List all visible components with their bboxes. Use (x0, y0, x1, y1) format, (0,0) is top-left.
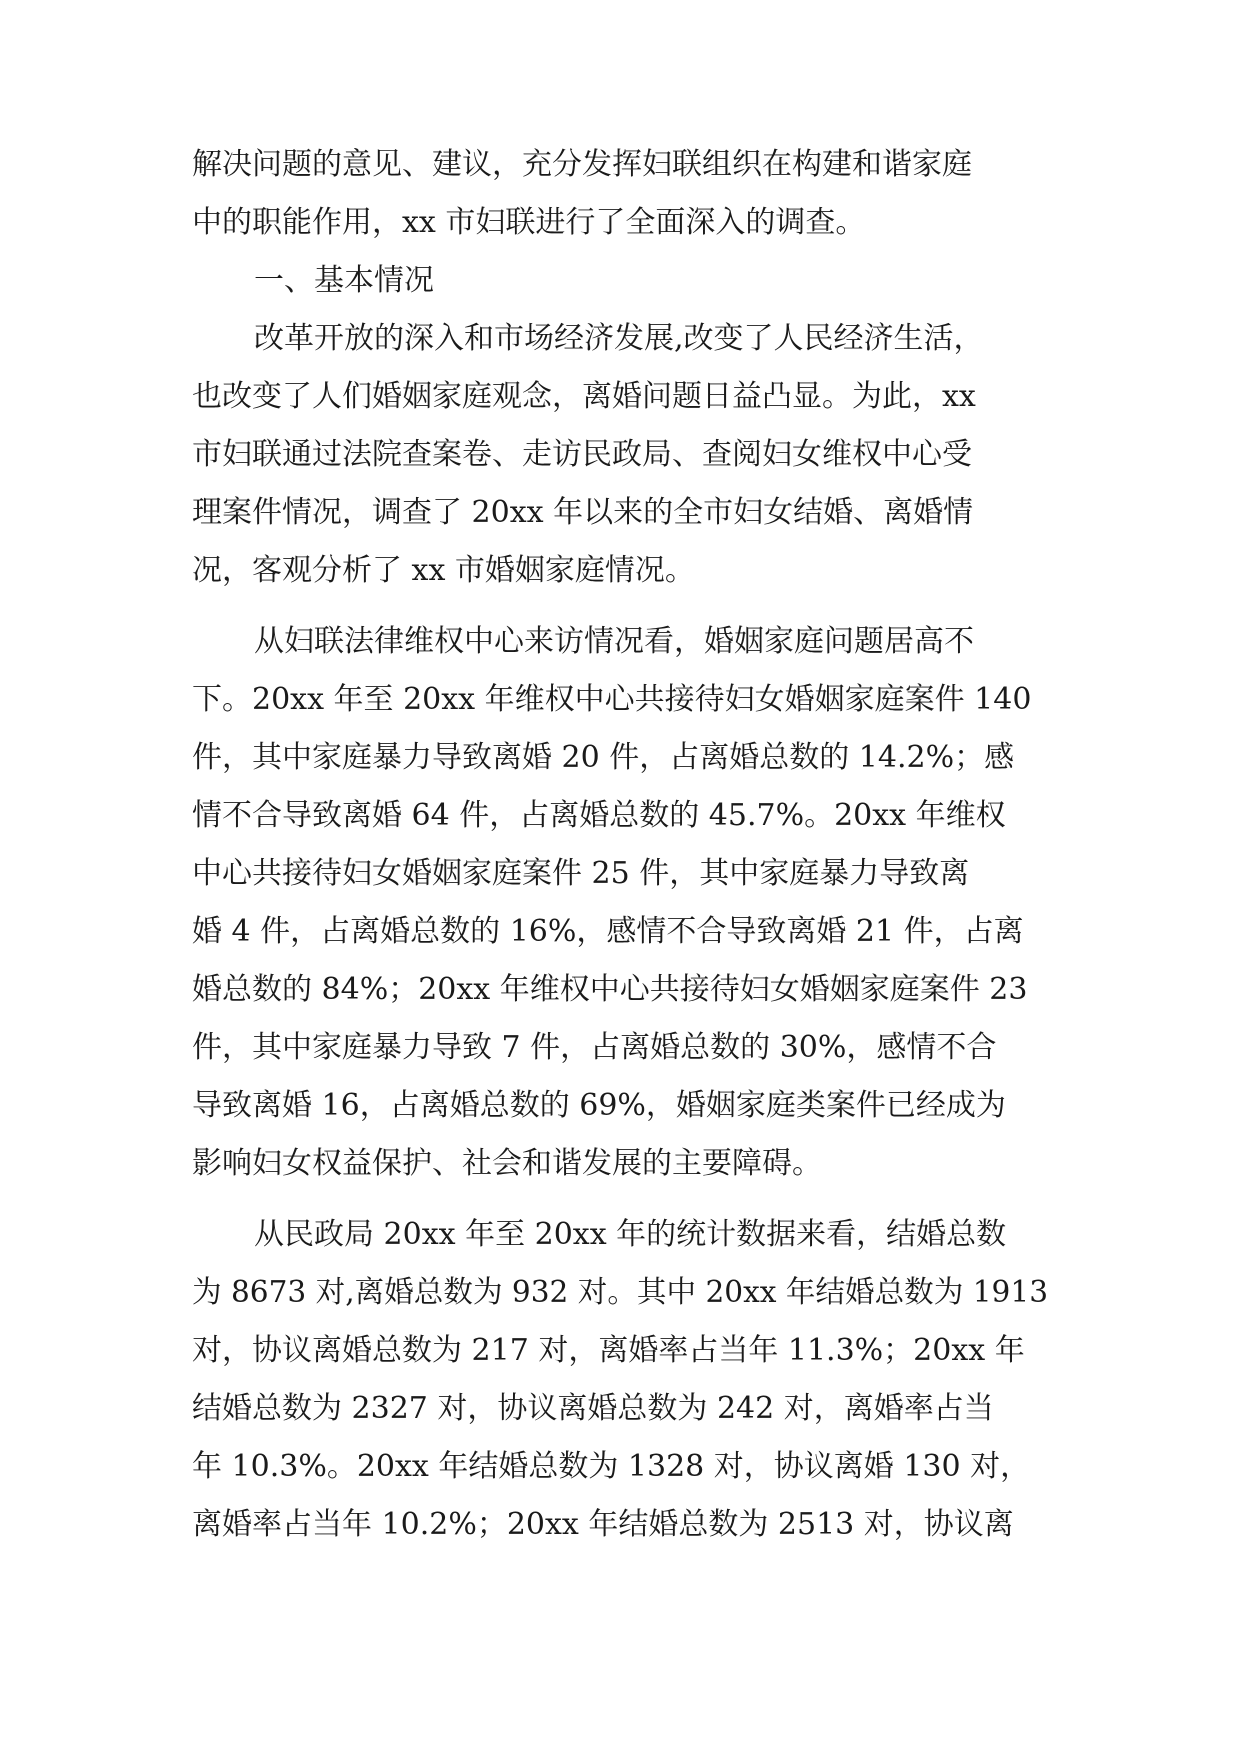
text-line (0, 613, 1241, 671)
text-line (0, 484, 1241, 542)
text-line (0, 903, 1241, 961)
text-line (0, 194, 1241, 252)
text-line-content: 为 8673 对,离婚总数为 932 对。其中 20xx 年结婚总数为 1913 (192, 1275, 1049, 1310)
text-line-content: 理案件情况，调查了 20xx 年以来的全市妇女结婚、离婚情 (192, 495, 974, 530)
text-line (0, 845, 1241, 903)
text-line-content: 婚 4 件，占离婚总数的 16%，感情不合导致离婚 21 件，占离 (192, 914, 1024, 949)
text-line-content: 情不合导致离婚 64 件，占离婚总数的 45.7%。20xx 年维权 (192, 798, 1006, 833)
text-line-content: 离婚率占当年 10.2%；20xx 年结婚总数为 2513 对，协议离 (192, 1507, 1014, 1542)
text-line-content: 结婚总数为 2327 对，协议离婚总数为 242 对，离婚率占当 (192, 1391, 994, 1426)
text-line (0, 671, 1241, 729)
text-line-content: 改革开放的深入和市场经济发展,改变了人民经济生活， (254, 321, 984, 356)
text-line-content: 导致离婚 16，占离婚总数的 69%，婚姻家庭类案件已经成为 (192, 1088, 1006, 1123)
text-line (0, 729, 1241, 787)
section-heading (0, 252, 1241, 310)
text-line (0, 542, 1241, 600)
text-line (0, 1322, 1241, 1380)
text-line-content: 件，其中家庭暴力导致 7 件，占离婚总数的 30%，感情不合 (192, 1030, 997, 1065)
text-line (0, 1496, 1241, 1554)
text-line-content: 影响妇女权益保护、社会和谐发展的主要障碍。 (192, 1146, 822, 1181)
text-line-content: 中心共接待妇女婚姻家庭案件 25 件，其中家庭暴力导致离 (192, 856, 970, 891)
text-line-content: 解决问题的意见、建议，充分发挥妇联组织在构建和谐家庭 (192, 147, 972, 182)
text-line (0, 368, 1241, 426)
text-line (0, 1135, 1241, 1193)
text-line (0, 961, 1241, 1019)
text-line (0, 136, 1241, 194)
text-line-content: 市妇联通过法院查案卷、走访民政局、查阅妇女维权中心受 (192, 437, 972, 472)
text-line-content: 婚总数的 84%；20xx 年维权中心共接待妇女婚姻家庭案件 23 (192, 972, 1028, 1007)
text-line (0, 1264, 1241, 1322)
text-line-content: 况，客观分析了 xx 市婚姻家庭情况。 (192, 553, 695, 588)
text-line (0, 1438, 1241, 1496)
text-line (0, 1206, 1241, 1264)
text-line-content: 件，其中家庭暴力导致离婚 20 件，占离婚总数的 14.2%；感 (192, 740, 1015, 775)
text-line-content: 也改变了人们婚姻家庭观念，离婚问题日益凸显。为此，xx (192, 379, 976, 414)
text-line (0, 787, 1241, 845)
text-line-content: 从妇联法律维权中心来访情况看，婚姻家庭问题居高不 (254, 624, 974, 659)
text-line-content: 中的职能作用，xx 市妇联进行了全面深入的调查。 (192, 205, 866, 240)
text-line (0, 1019, 1241, 1077)
section-heading-text: 一、基本情况 (254, 263, 434, 298)
text-line-content: 年 10.3%。20xx 年结婚总数为 1328 对，协议离婚 130 对， (192, 1449, 1031, 1484)
text-line-content: 从民政局 20xx 年至 20xx 年的统计数据来看，结婚总数 (254, 1217, 1007, 1252)
text-line-content: 对，协议离婚总数为 217 对，离婚率占当年 11.3%；20xx 年 (192, 1333, 1025, 1368)
text-line (0, 310, 1241, 368)
text-line (0, 426, 1241, 484)
text-line-content: 下。20xx 年至 20xx 年维权中心共接待妇女婚姻家庭案件 140 (192, 682, 1032, 717)
text-line (0, 1380, 1241, 1438)
text-line (0, 1077, 1241, 1135)
